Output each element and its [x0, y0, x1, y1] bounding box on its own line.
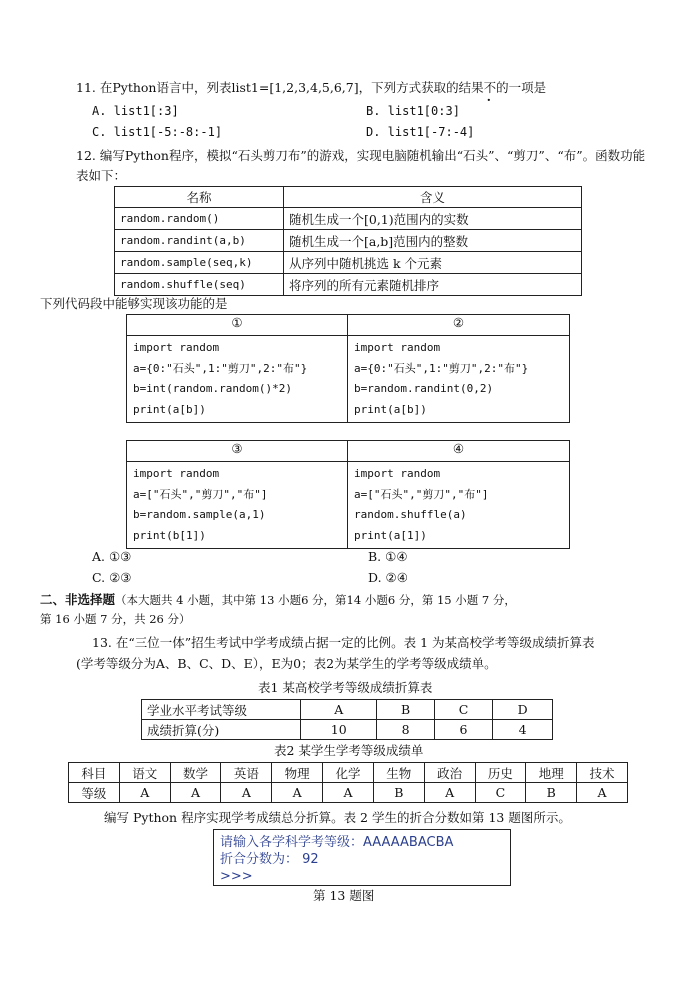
table-cell: 政治 [424, 763, 475, 783]
code-line: a={0:"石头",1:"剪刀",2:"布"} [354, 361, 529, 375]
console-prompt: >>> [220, 869, 253, 884]
q12-option-b: B. ①④ [368, 549, 408, 564]
func-header-name: 名称 [115, 187, 284, 208]
code-header-3: ③ [127, 441, 348, 462]
table-cell: 技术 [577, 763, 628, 783]
code-table-1 [126, 314, 570, 423]
q11-option-d: D. list1[-7:-4] [366, 125, 475, 139]
code-line: print(a[1]) [354, 528, 427, 542]
section-2-note: （本大题共 4 小题，其中第 13 小题6 分，第14 小题6 分，第 15 小题 7 分， [115, 593, 516, 607]
table-cell: B [373, 783, 424, 803]
section-2-title: 二、非选择题 [40, 592, 116, 607]
table-cell: 物理 [272, 763, 323, 783]
table-cell: 数学 [170, 763, 221, 783]
code-line: random.shuffle(a) [354, 508, 467, 521]
table-cell: 地理 [526, 763, 577, 783]
table-cell: 生物 [373, 763, 424, 783]
code-line: a=["石头","剪刀","布"] [133, 487, 268, 501]
q13-line1: 13. 在“三位一体”招生考试中学考成绩占据一定的比例。表 1 为某高校学考等级成绩折算表 [92, 635, 595, 650]
q11-option-b: B. list1[0:3] [366, 104, 460, 118]
table-cell: 科目 [69, 763, 120, 783]
code-table-2 [126, 440, 570, 549]
table-cell: A [119, 783, 170, 803]
q12-stem-line2: 表如下： [76, 168, 127, 183]
section-2-note-line2: 第 16 小题 7 分，共 26 分） [40, 612, 191, 626]
table-cell: A [272, 783, 323, 803]
code-line: import random [133, 341, 220, 354]
q11-stem [76, 78, 546, 96]
code-line: b=random.sample(a,1) [133, 508, 266, 521]
code-block-2 [348, 336, 570, 423]
q12-option-d: D. ②④ [368, 570, 408, 585]
code-header-1: ① [127, 315, 348, 336]
table-cell: 等级 [69, 783, 120, 803]
q11-option-a: A. list1[:3] [92, 104, 179, 118]
table-cell: 8 [377, 720, 434, 740]
table-cell: 语文 [119, 763, 170, 783]
table-cell: 英语 [221, 763, 272, 783]
q11-stem-end: 的一项是 [496, 80, 547, 95]
console-line: 折合分数为： 92 [220, 852, 319, 867]
func-meaning: 随机生成一个[a,b]范围内的整数 [284, 230, 582, 252]
code-line: a={0:"石头",1:"剪刀",2:"布"} [133, 361, 308, 375]
table-cell: A [577, 783, 628, 803]
section-2-heading [40, 590, 516, 608]
q12-option-c: C. ②③ [92, 570, 132, 585]
q12-option-a: A. ①③ [92, 549, 132, 564]
table-cell: 10 [301, 720, 377, 740]
func-name: random.randint(a,b) [115, 230, 284, 252]
code-block-1 [127, 336, 348, 423]
q12-stem-line1: 12. 编写Python程序，模拟“石头剪刀布”的游戏，实现电脑随机输出“石头”、“剪刀”、“布”。函数功能 [76, 148, 646, 163]
q11-stem-text: 11. 在Python语言中，列表list1=[1,2,3,4,5,6,7]，下列方式获取的结果 [76, 80, 484, 95]
q12-prompt: 下列代码段中能够实现该功能的是 [40, 296, 228, 311]
code-header-4: ④ [348, 441, 570, 462]
console-output [213, 829, 511, 886]
func-meaning: 从序列中随机挑选 k 个元素 [284, 252, 582, 274]
code-line: a=["石头","剪刀","布"] [354, 487, 489, 501]
func-name: random.shuffle(seq) [115, 274, 284, 296]
table-cell: A [323, 783, 374, 803]
code-line: print(a[b]) [133, 402, 206, 416]
table-cell: A [301, 700, 377, 720]
code-block-4 [348, 462, 570, 549]
q11-option-c: C. list1[-5:-8:-1] [92, 125, 223, 139]
student-grade-table [68, 762, 628, 803]
console-line: 请输入各学科学考等级：AAAAABACBA [220, 835, 454, 850]
code-line: import random [354, 341, 441, 354]
table-cell: 化学 [323, 763, 374, 783]
q13-line3: 编写 Python 程序实现学考成绩总分折算。表 2 学生的折合分数如第 13 题图所示。 [104, 810, 571, 825]
code-line: import random [354, 467, 441, 480]
q13-line2: (学考等级分为A、B、C、D、E），E为0；表2为某学生的学考等级成绩单。 [76, 656, 497, 671]
func-meaning: 随机生成一个[0,1)范围内的实数 [284, 208, 582, 230]
func-meaning: 将序列的所有元素随机排序 [284, 274, 582, 296]
table-cell: 历史 [475, 763, 526, 783]
q12-function-table [114, 186, 582, 296]
table-cell: C [475, 783, 526, 803]
code-line: print(b[1]) [133, 528, 206, 542]
table-cell: B [377, 700, 434, 720]
table-cell: 6 [434, 720, 492, 740]
q11-emphasis: 不 [483, 80, 497, 95]
func-header-meaning: 含义 [284, 187, 582, 208]
code-line: import random [133, 467, 220, 480]
table1-title: 表1 某高校学考等级成绩折算表 [258, 680, 433, 695]
func-name: random.sample(seq,k) [115, 252, 284, 274]
table-cell: C [434, 700, 492, 720]
figure-caption: 第 13 题图 [313, 888, 375, 903]
table-cell: B [526, 783, 577, 803]
grade-conversion-table [141, 699, 553, 740]
func-name: random.random() [115, 208, 284, 230]
code-line: b=random.randint(0,2) [354, 382, 494, 395]
table2-title: 表2 某学生学考等级成绩单 [274, 743, 424, 758]
table-cell: A [170, 783, 221, 803]
table-cell: D [493, 700, 553, 720]
table-cell: 成绩折算(分) [142, 720, 301, 740]
code-header-2: ② [348, 315, 570, 336]
code-line: print(a[b]) [354, 402, 427, 416]
table-cell: A [221, 783, 272, 803]
code-block-3 [127, 462, 348, 549]
code-line: b=int(random.random()*2) [133, 382, 292, 395]
table-cell: 学业水平考试等级 [142, 700, 301, 720]
table-cell: 4 [493, 720, 553, 740]
table-cell: A [424, 783, 475, 803]
